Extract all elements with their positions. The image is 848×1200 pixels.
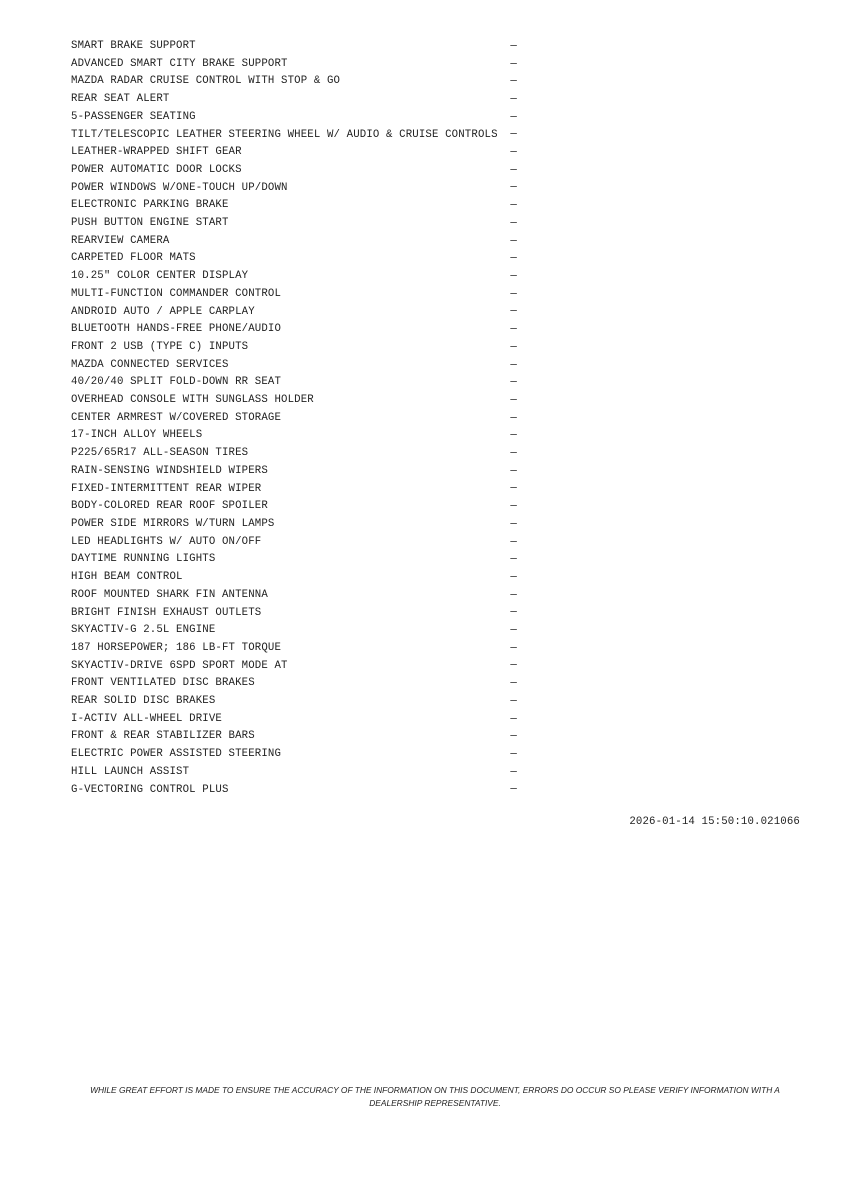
feature-value: — xyxy=(510,58,517,71)
feature-row xyxy=(71,268,521,286)
feature-row xyxy=(71,304,521,322)
feature-name: POWER SIDE MIRRORS W/TURN LAMPS xyxy=(71,517,275,530)
feature-value: — xyxy=(510,429,517,442)
feature-value: — xyxy=(510,571,517,584)
feature-name: REAR SOLID DISC BRAKES xyxy=(71,695,216,708)
feature-name: FIXED-INTERMITTENT REAR WIPER xyxy=(71,482,262,495)
feature-row xyxy=(71,38,521,56)
feature-value: — xyxy=(510,536,517,549)
feature-value: — xyxy=(510,500,517,513)
feature-name: 17-INCH ALLOY WHEELS xyxy=(71,429,203,442)
feature-row xyxy=(71,250,521,268)
feature-row xyxy=(71,658,521,676)
feature-value: — xyxy=(510,359,517,372)
feature-value: — xyxy=(510,75,517,88)
feature-row xyxy=(71,498,521,516)
feature-name: I-ACTIV ALL-WHEEL DRIVE xyxy=(71,712,222,725)
feature-value: — xyxy=(510,111,517,124)
feature-value: — xyxy=(510,465,517,478)
feature-name: REARVIEW CAMERA xyxy=(71,234,170,247)
feature-name: ELECTRIC POWER ASSISTED STEERING xyxy=(71,748,282,761)
feature-value: — xyxy=(510,235,517,248)
feature-row xyxy=(71,764,521,782)
feature-value: — xyxy=(510,624,517,637)
feature-value: — xyxy=(510,518,517,531)
feature-name: ANDROID AUTO / APPLE CARPLAY xyxy=(71,305,255,318)
feature-value: — xyxy=(510,146,517,159)
feature-name: ELECTRONIC PARKING BRAKE xyxy=(71,199,229,212)
feature-row xyxy=(71,693,521,711)
feature-name: MAZDA CONNECTED SERVICES xyxy=(71,358,229,371)
feature-name: FRONT VENTILATED DISC BRAKES xyxy=(71,677,255,690)
feature-row xyxy=(71,73,521,91)
feature-row xyxy=(71,675,521,693)
feature-name: 5-PASSENGER SEATING xyxy=(71,110,196,123)
feature-row xyxy=(71,516,521,534)
feature-name: LED HEADLIGHTS W/ AUTO ON/OFF xyxy=(71,535,262,548)
feature-value: — xyxy=(510,164,517,177)
feature-value: — xyxy=(510,306,517,319)
feature-value: — xyxy=(510,730,517,743)
feature-value: — xyxy=(510,252,517,265)
feature-row xyxy=(71,339,521,357)
feature-name: FRONT & REAR STABILIZER BARS xyxy=(71,730,255,743)
feature-value: — xyxy=(510,642,517,655)
feature-value: — xyxy=(510,199,517,212)
feature-row xyxy=(71,640,521,658)
feature-value: — xyxy=(510,748,517,761)
feature-name: SKYACTIV-DRIVE 6SPD SPORT MODE AT xyxy=(71,659,288,672)
feature-name: BODY-COLORED REAR ROOF SPOILER xyxy=(71,500,268,513)
feature-name: CARPETED FLOOR MATS xyxy=(71,252,196,265)
feature-value: — xyxy=(510,93,517,106)
feature-row xyxy=(71,357,521,375)
feature-value: — xyxy=(510,483,517,496)
feature-row xyxy=(71,569,521,587)
feature-row xyxy=(71,728,521,746)
feature-value: — xyxy=(510,412,517,425)
feature-value: — xyxy=(510,695,517,708)
feature-value: — xyxy=(510,270,517,283)
feature-row xyxy=(71,782,521,800)
feature-name: RAIN-SENSING WINDSHIELD WIPERS xyxy=(71,464,268,477)
feature-name: BLUETOOTH HANDS-FREE PHONE/AUDIO xyxy=(71,323,282,336)
disclaimer: WHILE GREAT EFFORT IS MADE TO ENSURE THE ACCURACY OF THE INFORMATION ON THIS DOCUMENT, ERRORS DO OCCUR SO PLEASE VERIFY INFORMATION WITH A DEALERSHIP REPRESENTATIVE. xyxy=(90,1085,780,1108)
feature-value: — xyxy=(510,766,517,779)
feature-name: PUSH BUTTON ENGINE START xyxy=(71,217,229,230)
feature-value: — xyxy=(510,660,517,673)
timestamp: 2026-01-14 15:50:10.021066 xyxy=(629,816,800,828)
feature-row xyxy=(71,622,521,640)
feature-row xyxy=(71,162,521,180)
feature-row xyxy=(71,144,521,162)
feature-name: MULTI-FUNCTION COMMANDER CONTROL xyxy=(71,287,282,300)
feature-name: HIGH BEAM CONTROL xyxy=(71,571,183,584)
feature-row xyxy=(71,463,521,481)
feature-name: POWER AUTOMATIC DOOR LOCKS xyxy=(71,163,242,176)
feature-row xyxy=(71,410,521,428)
feature-value: — xyxy=(510,323,517,336)
feature-row xyxy=(71,605,521,623)
feature-name: OVERHEAD CONSOLE WITH SUNGLASS HOLDER xyxy=(71,394,314,407)
feature-row xyxy=(71,286,521,304)
feature-value: — xyxy=(510,341,517,354)
feature-row xyxy=(71,374,521,392)
feature-value: — xyxy=(510,589,517,602)
feature-value: — xyxy=(510,677,517,690)
feature-row xyxy=(71,551,521,569)
feature-value: — xyxy=(510,129,517,142)
feature-row xyxy=(71,427,521,445)
feature-row xyxy=(71,215,521,233)
feature-value: — xyxy=(510,217,517,230)
feature-row xyxy=(71,197,521,215)
feature-name: HILL LAUNCH ASSIST xyxy=(71,765,190,778)
feature-name: REAR SEAT ALERT xyxy=(71,93,170,106)
feature-name: MAZDA RADAR CRUISE CONTROL WITH STOP & GO xyxy=(71,75,341,88)
feature-row xyxy=(71,534,521,552)
feature-name: G-VECTORING CONTROL PLUS xyxy=(71,783,229,796)
feature-name: ROOF MOUNTED SHARK FIN ANTENNA xyxy=(71,588,268,601)
feature-name: CENTER ARMREST W/COVERED STORAGE xyxy=(71,411,282,424)
feature-value: — xyxy=(510,713,517,726)
feature-row xyxy=(71,91,521,109)
feature-row xyxy=(71,321,521,339)
feature-row xyxy=(71,746,521,764)
feature-name: SMART BRAKE SUPPORT xyxy=(71,40,196,52)
feature-name: POWER WINDOWS W/ONE-TOUCH UP/DOWN xyxy=(71,181,288,194)
feature-name: DAYTIME RUNNING LIGHTS xyxy=(71,553,216,566)
feature-name: 187 HORSEPOWER; 186 LB-FT TORQUE xyxy=(71,641,282,654)
feature-name: 10.25" COLOR CENTER DISPLAY xyxy=(71,270,249,283)
feature-name: BRIGHT FINISH EXHAUST OUTLETS xyxy=(71,606,262,619)
feature-value: — xyxy=(510,394,517,407)
feature-row xyxy=(71,711,521,729)
feature-row xyxy=(71,233,521,251)
feature-name: LEATHER-WRAPPED SHIFT GEAR xyxy=(71,146,242,159)
feature-value: — xyxy=(510,606,517,619)
feature-row xyxy=(71,180,521,198)
feature-row xyxy=(71,392,521,410)
feature-row xyxy=(71,481,521,499)
feature-list xyxy=(71,38,521,799)
feature-value: — xyxy=(510,553,517,566)
feature-value: — xyxy=(510,447,517,460)
feature-row xyxy=(71,127,521,145)
feature-row xyxy=(71,109,521,127)
feature-value: — xyxy=(510,376,517,389)
feature-name: P225/65R17 ALL-SEASON TIRES xyxy=(71,447,249,460)
feature-row xyxy=(71,587,521,605)
feature-row xyxy=(71,56,521,74)
feature-name: TILT/TELESCOPIC LEATHER STEERING WHEEL W/ AUDIO & CRUISE CONTROLS xyxy=(71,128,498,141)
feature-value: — xyxy=(510,182,517,195)
feature-value: — xyxy=(510,288,517,301)
feature-name: ADVANCED SMART CITY BRAKE SUPPORT xyxy=(71,57,288,70)
feature-name: SKYACTIV-G 2.5L ENGINE xyxy=(71,624,216,637)
feature-value: — xyxy=(510,784,517,797)
feature-row xyxy=(71,445,521,463)
feature-name: 40/20/40 SPLIT FOLD-DOWN RR SEAT xyxy=(71,376,282,389)
feature-name: FRONT 2 USB (TYPE C) INPUTS xyxy=(71,340,249,353)
feature-value: — xyxy=(510,40,517,53)
